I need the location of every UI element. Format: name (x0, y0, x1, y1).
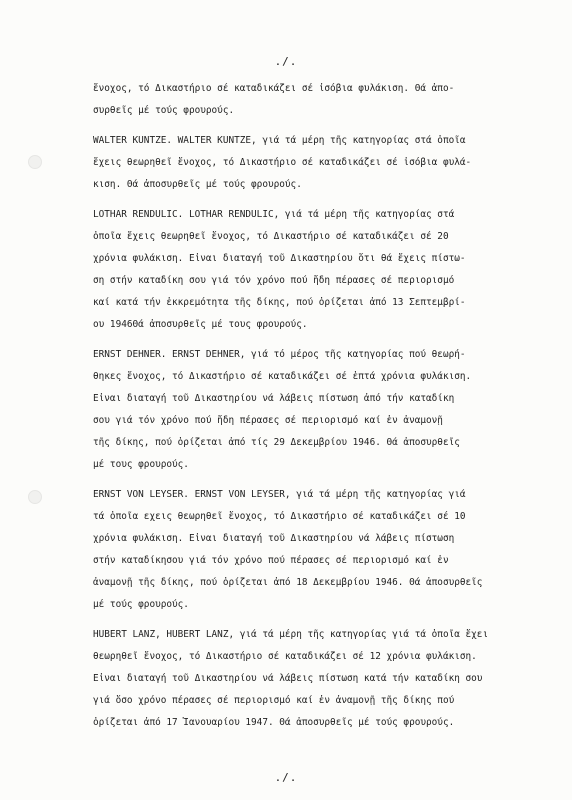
text-line: καί κατά τήν ἐκκρεμότητα τῆς δίκης, πού ὁρίζεται ἀπό 13 Σεπτεμβρί- (93, 297, 466, 308)
text-line: LOTHAR RENDULIC. LOTHAR RENDULIC, γιά τά μέρη τῆς κατηγορίας στά (93, 209, 455, 220)
text-line: τά ὁποῖα εχεις θεωρηθεῖ ἔνοχος, τό Δικαστήριο σέ καταδικάζει σέ 10 (93, 511, 466, 522)
text-line: θηκες ἔνοχος, τό Δικαστήριο σέ καταδικάζει σέ ἑπτά χρόνια φυλάκιση. (93, 371, 472, 382)
text-line: ὁρίζεται ἀπό 17 Ἰανουαρίου 1947. Θά ἀποσυρθεῖς μέ τούς φρουρούς. (93, 717, 455, 728)
text-line: τῆς δίκης, πού ὁρίζεται ἀπό τίς 29 Δεκεμβρίου 1946. Θά ἀποσυρθεῖς (93, 437, 460, 448)
text-line: WALTER KUNTZE. WALTER KUNTZE, γιά τά μέρη τῆς κατηγορίας στά ὁποῖα (93, 135, 466, 146)
text-line: Εἶναι διαταγή τοῦ Δικαστηρίου νά λάβεις πίστωση ἀπό τήν καταδίκη (93, 393, 455, 404)
text-line: HUBERT LANZ, HUBERT LANZ, γιά τά μέρη τῆς κατηγορίας γιά τά ὁποῖα ἔχει (93, 629, 489, 640)
bottom-page-marker: ./. (274, 771, 298, 784)
punch-hole (28, 490, 42, 504)
text-line: σου γιά τόν χρόνο πού ἤδη πέρασες σέ περιορισμό καί ἐν ἀναμονῇ (93, 415, 443, 426)
text-line: χρόνια φυλάκιση. Εἶναι διαταγή τοῦ Δικαστηρίου νά λάβεις πίστωση (93, 533, 455, 544)
text-line: Εἶναι διαταγή τοῦ Δικαστηρίου νά λάβεις πίστωση κατά τήν καταδίκη σου (93, 673, 483, 684)
text-line: συρθεῖς μέ τούς φρουρούς. (93, 105, 235, 116)
text-line: ERNST VON LEYSER. ERNST VON LEYSER, γιά τά μέρη τῆς κατηγορίας γιά (93, 489, 466, 500)
text-line: γιά ὅσο χρόνο πέρασες σέ περιορισμό καί ἐν ἀναμονῇ τῆς δίκης πού (93, 695, 455, 706)
text-line: ἔνοχος, τό Δικαστήριο σέ καταδικάζει σέ ἰσόβια φυλάκιση. Θά ἀπο- (93, 83, 455, 94)
top-page-marker: ./. (274, 55, 298, 68)
text-line: ἔχεις θεωρηθεῖ ἔνοχος, τό Δικαστήριο σέ καταδικάζει σέ ἰσόβια φυλά- (93, 157, 472, 168)
text-line: ὁποῖα ἔχεις θεωρηθεῖ ἔνοχος, τό Δικαστήριο σέ καταδικάζει σέ 20 (93, 231, 449, 242)
text-line: μέ τούς φρουρούς. (93, 599, 189, 610)
text-line: χρόνια φυλάκιση. Εἶναι διαταγή τοῦ Δικαστηρίου ὅτι θά ἔχεις πίστω- (93, 253, 466, 264)
text-line: κιση. Θά ἀποσυρθεῖς μέ τούς φρουρούς. (93, 179, 302, 190)
text-line: ἀναμονῇ τῆς δίκης, πού ὁρίζεται ἀπό 18 Δεκεμβρίου 1946. Θά ἀποσυρθεῖς (93, 577, 483, 588)
text-line: θεωρηθεῖ ἔνοχος, τό Δικαστήριο σέ καταδικάζει σέ 12 χρόνια φυλάκιση. (93, 651, 477, 662)
text-line: στήν καταδίκησου γιά τόν χρόνο πού πέρασες σέ περιορισμό καί ἐν (93, 555, 449, 566)
text-line: μέ τους φρουρούς. (93, 459, 189, 470)
punch-hole (28, 155, 42, 169)
text-line: ου 1946Θά ἀποσυρθεῖς μέ τους φρουρούς. (93, 319, 308, 330)
text-line: ση στήν καταδίκη σου γιά τόν χρόνο πού ἤδη πέρασες σέ περιορισμό (93, 275, 455, 286)
text-line: ERNST DEHNER. ERNST DEHNER, γιά τό μέρος τῆς κατηγορίας πού θεωρή- (93, 349, 466, 360)
